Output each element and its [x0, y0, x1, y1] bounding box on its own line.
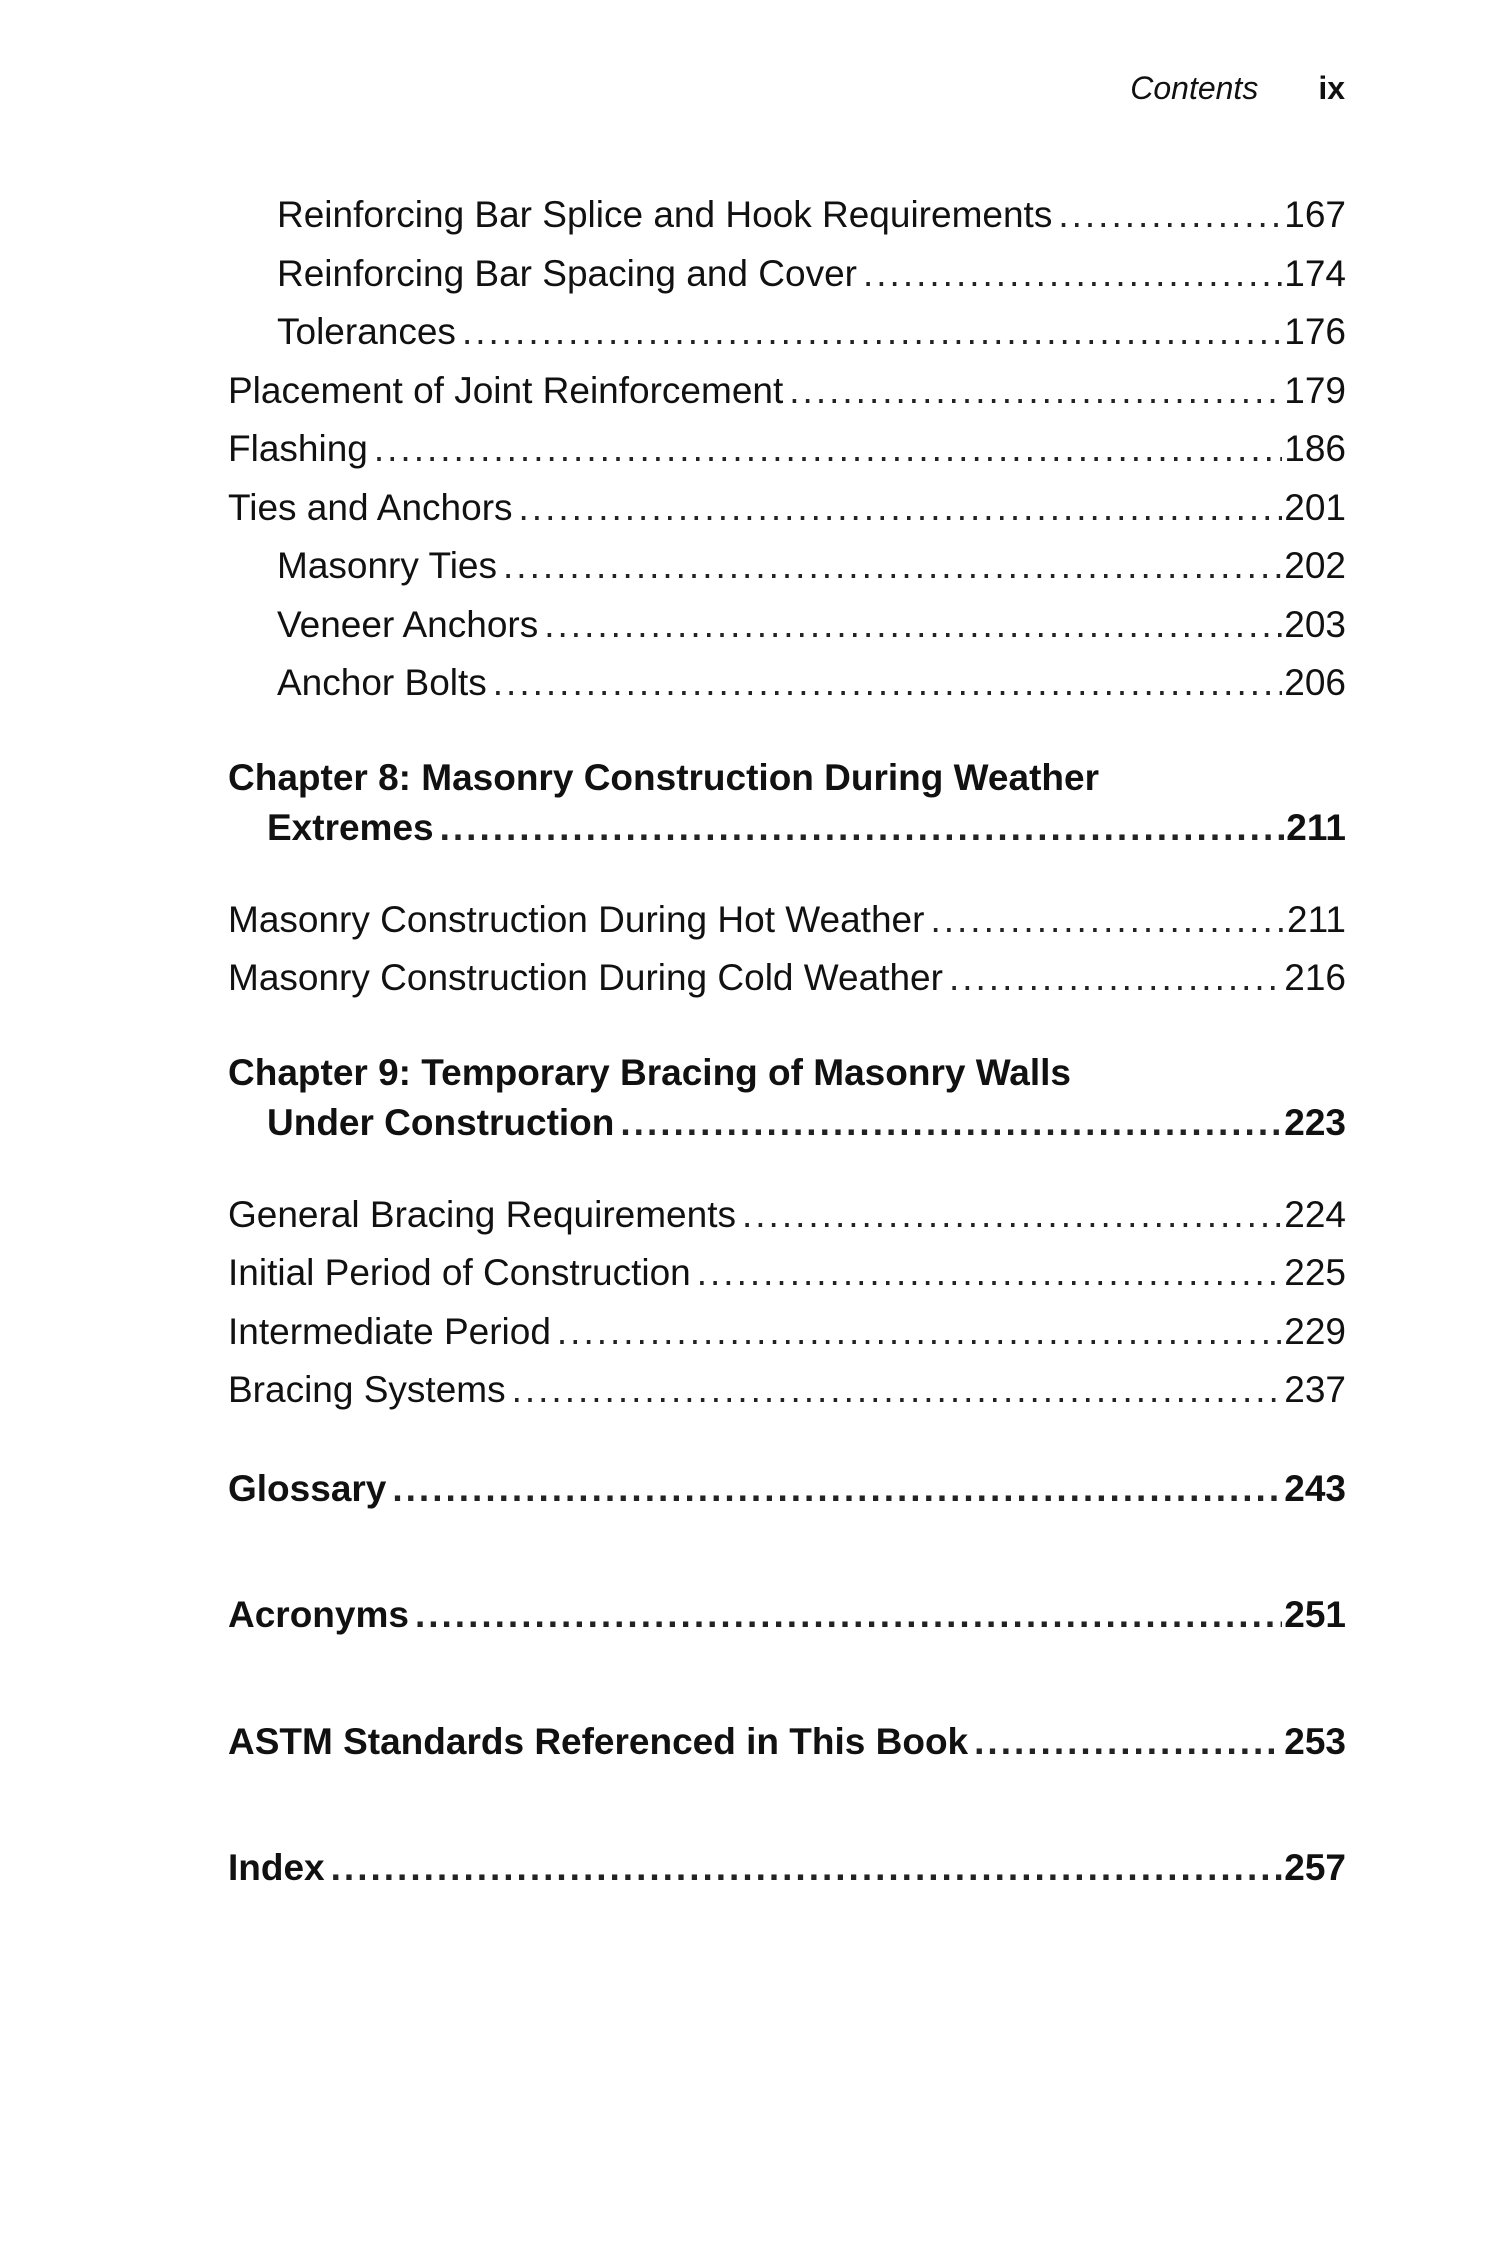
- dot-leader: [392, 1460, 1282, 1519]
- dot-leader: [697, 1244, 1283, 1303]
- toc-entry[interactable]: [228, 654, 1346, 713]
- toc-entry-page: 257: [1284, 1847, 1346, 1888]
- toc-entry-page: 203: [1284, 603, 1346, 645]
- chapter-8-heading[interactable]: [228, 753, 1346, 853]
- dot-leader: [331, 1839, 1283, 1898]
- toc-entry-astm-standards[interactable]: [228, 1713, 1346, 1772]
- toc-entry-page: 229: [1284, 1310, 1346, 1352]
- toc-entry[interactable]: [228, 596, 1346, 655]
- chapter-title-continuation: Under Construction: [267, 1101, 615, 1143]
- toc-entry-label: Tolerances: [277, 311, 456, 352]
- toc-entry-page: 243: [1284, 1467, 1346, 1509]
- toc-entry-index[interactable]: [228, 1839, 1346, 1898]
- chapter-title-entry: [228, 803, 1346, 853]
- dot-leader: [742, 1186, 1282, 1245]
- toc-entry[interactable]: [228, 1186, 1346, 1245]
- toc-entry-page: 251: [1284, 1594, 1346, 1635]
- toc-entry-label: Flashing: [228, 428, 368, 469]
- toc-entry-page: 186: [1284, 428, 1346, 469]
- toc-entry-label: Masonry Ties: [277, 545, 498, 586]
- chapter-title-entry: [228, 1098, 1346, 1148]
- dot-leader: [512, 1361, 1283, 1420]
- dot-leader: [462, 303, 1282, 362]
- toc-entry-page: 179: [1284, 369, 1346, 411]
- dot-leader: [503, 537, 1282, 596]
- toc-entry-label: ASTM Standards Referenced in This Book: [228, 1720, 969, 1762]
- chapter-title-line: Chapter 9: Temporary Bracing of Masonry Walls: [228, 1051, 1071, 1093]
- dot-leader: [493, 654, 1282, 713]
- toc-entry-label: Bracing Systems: [228, 1369, 506, 1410]
- dot-leader: [519, 479, 1283, 538]
- toc-entry-label: Reinforcing Bar Splice and Hook Requirements: [277, 194, 1053, 235]
- dot-leader: [949, 949, 1282, 1008]
- toc-entry-page: 206: [1284, 662, 1346, 703]
- dot-leader: [863, 245, 1282, 304]
- toc-entry-page: 174: [1284, 252, 1346, 294]
- running-head-title: Contents: [1130, 70, 1259, 106]
- toc-entry-glossary[interactable]: [228, 1460, 1346, 1519]
- running-head: [1130, 70, 1345, 107]
- toc-entry[interactable]: [228, 1361, 1346, 1420]
- toc-entry-page: 167: [1284, 194, 1346, 235]
- toc-entry[interactable]: [228, 949, 1346, 1008]
- dot-leader: [1058, 186, 1282, 245]
- dot-leader: [374, 420, 1282, 479]
- toc-entry-acronyms[interactable]: [228, 1586, 1346, 1645]
- chapter-9-heading[interactable]: [228, 1048, 1346, 1148]
- toc-entry-label: Acronyms: [228, 1594, 409, 1635]
- toc-entry-page: 201: [1284, 486, 1346, 528]
- chapter-title-line: Chapter 8: Masonry Construction During Weather: [228, 756, 1099, 798]
- toc-entry[interactable]: [228, 362, 1346, 421]
- toc-entry-page: 237: [1284, 1369, 1346, 1410]
- toc-entry[interactable]: [228, 1244, 1346, 1303]
- table-of-contents: [228, 186, 1346, 1898]
- toc-entry-label: Anchor Bolts: [277, 662, 487, 703]
- toc-entry-label: Initial Period of Construction: [228, 1252, 691, 1293]
- toc-entry[interactable]: [228, 420, 1346, 479]
- toc-entry-page: 225: [1284, 1252, 1346, 1293]
- toc-entry-label: Intermediate Period: [228, 1310, 551, 1352]
- toc-entry-label: Index: [228, 1847, 325, 1888]
- dot-leader: [557, 1303, 1282, 1362]
- dot-leader: [930, 891, 1285, 950]
- page-number: ix: [1318, 70, 1345, 106]
- dot-leader: [974, 1713, 1282, 1772]
- toc-entry[interactable]: [228, 479, 1346, 538]
- toc-entry-label: General Bracing Requirements: [228, 1193, 736, 1235]
- toc-entry-page: 176: [1284, 311, 1346, 352]
- dot-leader: [415, 1586, 1282, 1645]
- toc-entry[interactable]: [228, 537, 1346, 596]
- toc-entry[interactable]: [228, 303, 1346, 362]
- toc-entry-page: 216: [1284, 957, 1346, 998]
- dot-leader: [544, 596, 1282, 655]
- toc-entry[interactable]: [228, 186, 1346, 245]
- dot-leader: [789, 362, 1282, 421]
- toc-entry-label: Veneer Anchors: [277, 603, 539, 645]
- toc-entry-page: 211: [1287, 898, 1346, 940]
- chapter-page: 223: [1284, 1101, 1346, 1143]
- toc-entry-label: Ties and Anchors: [228, 486, 513, 528]
- toc-entry-label: Glossary: [228, 1467, 387, 1509]
- toc-entry-label: Masonry Construction During Cold Weather: [228, 957, 943, 998]
- dot-leader: [620, 1098, 1282, 1148]
- toc-entry[interactable]: [228, 1303, 1346, 1362]
- chapter-page: 211: [1286, 806, 1346, 848]
- dot-leader: [440, 803, 1285, 853]
- toc-entry-label: Masonry Construction During Hot Weather: [228, 898, 925, 940]
- toc-entry-label: Placement of Joint Reinforcement: [228, 369, 784, 411]
- toc-entry-label: Reinforcing Bar Spacing and Cover: [277, 252, 857, 294]
- toc-entry[interactable]: [228, 245, 1346, 304]
- toc-entry-page: 224: [1284, 1193, 1346, 1235]
- toc-entry-page: 253: [1284, 1720, 1346, 1762]
- chapter-title-continuation: Extremes: [267, 806, 434, 848]
- toc-entry-page: 202: [1284, 545, 1346, 586]
- toc-entry[interactable]: [228, 891, 1346, 950]
